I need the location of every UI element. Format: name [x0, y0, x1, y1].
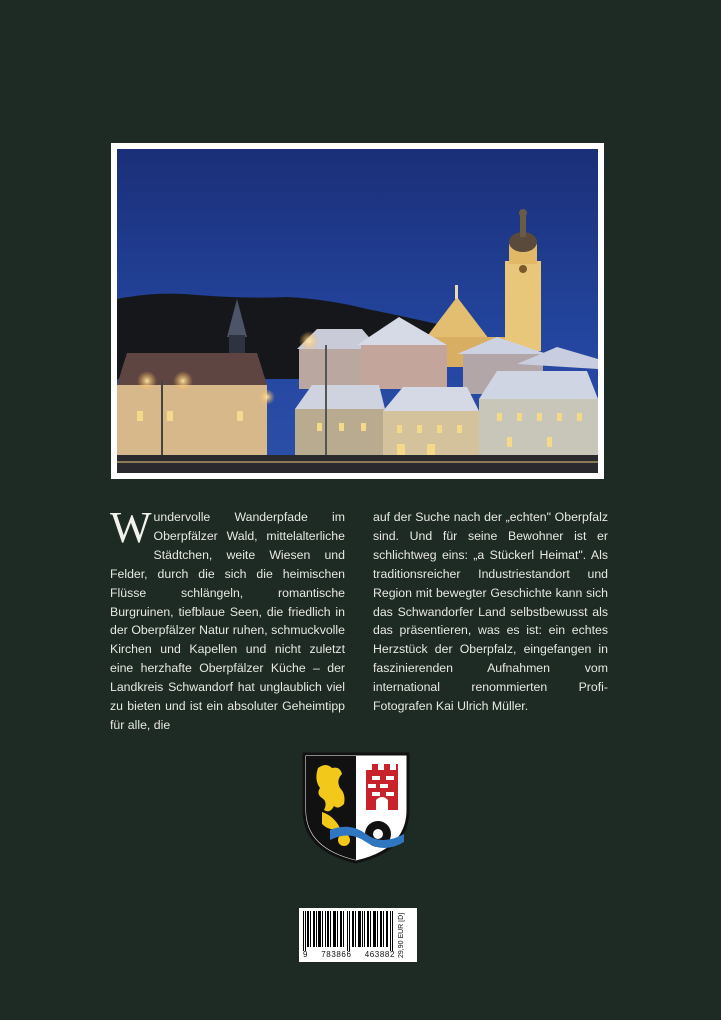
blurb-text [110, 503, 608, 735]
night-town-church-photo [117, 149, 598, 473]
blurb-left-text: undervolle Wanderpfade im Oberpfälzer Wald, mittelalterliche Städtchen, weite Wiesen und Felder, durch die sich die heimischen Flüsse schlängeln, romantische Burgruinen, tiefblaue Seen, die friedlich in der Oberpfälzer Natur ruhen, schmuckvolle Kirchen und Kapellen und nicht zuletzt eine herzhafte Oberpfälzer Küche – der Landkreis Schwandorf hat unglaublich viel zu bieten und ist ein absoluter Geheimtipp für alle, die [110, 510, 345, 732]
barcode-digit-first: 9 [303, 950, 309, 959]
blurb-column-right [373, 508, 608, 735]
dropcap: W [110, 503, 152, 552]
barcode-group-1: 783866 [321, 950, 352, 959]
cover-photo [111, 143, 604, 479]
barcode-digits [303, 950, 395, 959]
blurb-right-text: auf der Suche nach der „echten" Oberpfalz sind. Und für seine Bewohner ist er schlichtweg eins: „a Stückerl Heimat". Als traditionsreicher Industriestandort und Region mit bewegter Geschichte kann sich das Schwandorfer Land selbstbewusst als das präsentieren, was es ist: ein echtes Herzstück der Oberpfalz, eingefangen in faszinierenden Aufnahmen vom international renommierten Profi-Fotografen Kai Ulrich Müller. [373, 510, 608, 714]
price-label: 29,90 EUR [D] [398, 912, 405, 958]
barcode-group-2: 463882 [364, 950, 395, 959]
schwandorf-coat-of-arms-icon [300, 750, 412, 865]
blurb-column-left [110, 503, 345, 735]
